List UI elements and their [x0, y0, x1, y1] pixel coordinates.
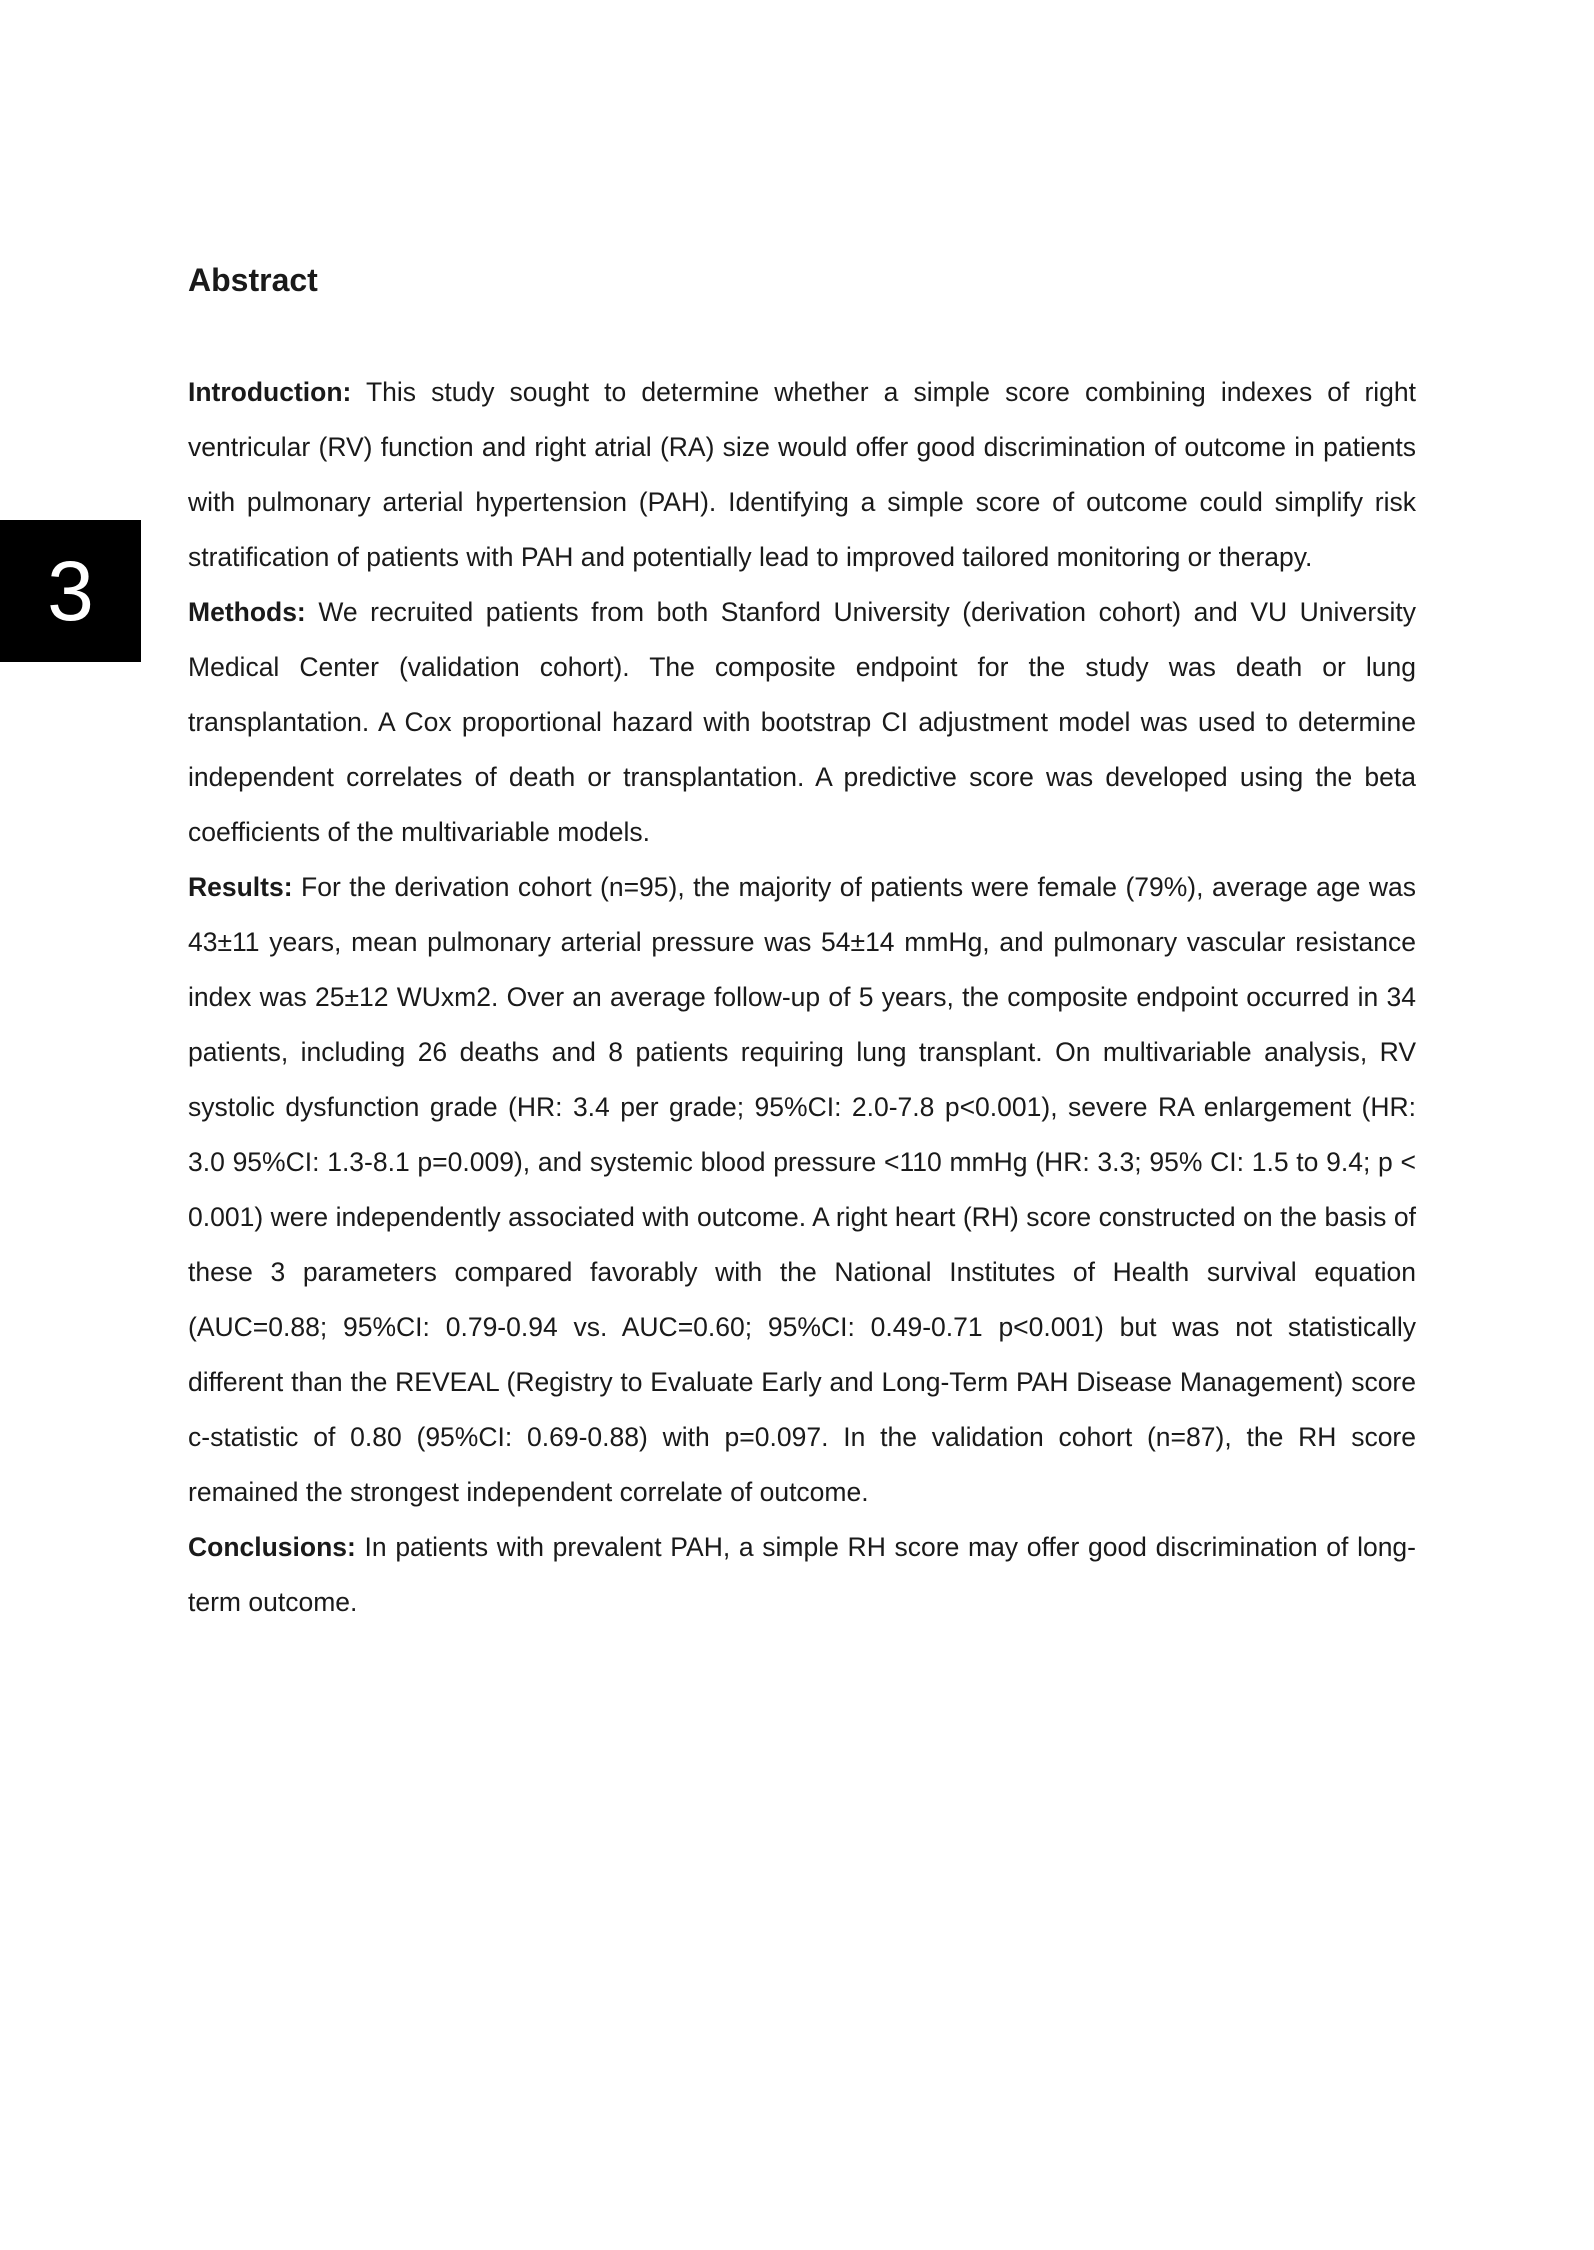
introduction-label: Introduction: [188, 377, 352, 407]
chapter-number: 3 [47, 544, 94, 638]
methods-label: Methods: [188, 597, 306, 627]
methods-text: We recruited patients from both Stanford University (derivation cohort) and VU University Medical Center (validation cohort). The composite endpoint for the study was death or lung transplantation. A Cox proportional hazard with bootstrap CI adjustment model was used to determine independent correlates of death or transplantation. A predictive score was developed using the beta coefficients of the multivariable models. [188, 597, 1416, 847]
methods-paragraph [188, 585, 1416, 860]
results-paragraph [188, 860, 1416, 1520]
introduction-paragraph [188, 365, 1416, 585]
conclusions-paragraph [188, 1520, 1416, 1630]
results-text: For the derivation cohort (n=95), the majority of patients were female (79%), average age was 43±11 years, mean pulmonary arterial pressure was 54±14 mmHg, and pulmonary vascular resistance index was 25±12 WUxm2. Over an average follow-up of 5 years, the composite endpoint occurred in 34 patients, including 26 deaths and 8 patients requiring lung transplant. On multivariable analysis, RV systolic dysfunction grade (HR: 3.4 per grade; 95%CI: 2.0-7.8 p<0.001), severe RA enlargement (HR: 3.0 95%CI: 1.3-8.1 p=0.009), and systemic blood pressure <110 mmHg (HR: 3.3; 95% CI: 1.5 to 9.4; p < 0.001) were independently associated with outcome. A right heart (RH) score constructed on the basis of these 3 parameters compared favorably with the National Institutes of Health survival equation (AUC=0.88; 95%CI: 0.79-0.94 vs. AUC=0.60; 95%CI: 0.49-0.71 p<0.001) but was not statistically different than the REVEAL (Registry to Evaluate Early and Long-Term PAH Disease Management) score c-statistic of 0.80 (95%CI: 0.69-0.88) with p=0.097. In the validation cohort (n=87), the RH score remained the strongest independent correlate of outcome. [188, 872, 1416, 1507]
abstract-body [188, 365, 1416, 1630]
conclusions-label: Conclusions: [188, 1532, 356, 1562]
conclusions-text: In patients with prevalent PAH, a simple RH score may offer good discrimination of long-term outcome. [188, 1532, 1416, 1617]
results-label: Results: [188, 872, 293, 902]
abstract-heading: Abstract [188, 262, 318, 298]
introduction-text: This study sought to determine whether a simple score combining indexes of right ventricular (RV) function and right atrial (RA) size would offer good discrimination of outcome in patients with pulmonary arterial hypertension (PAH). Identifying a simple score of outcome could simplify risk stratification of patients with PAH and potentially lead to improved tailored monitoring or therapy. [188, 377, 1416, 572]
abstract-content [188, 250, 1416, 1630]
chapter-number-tab [0, 520, 141, 662]
